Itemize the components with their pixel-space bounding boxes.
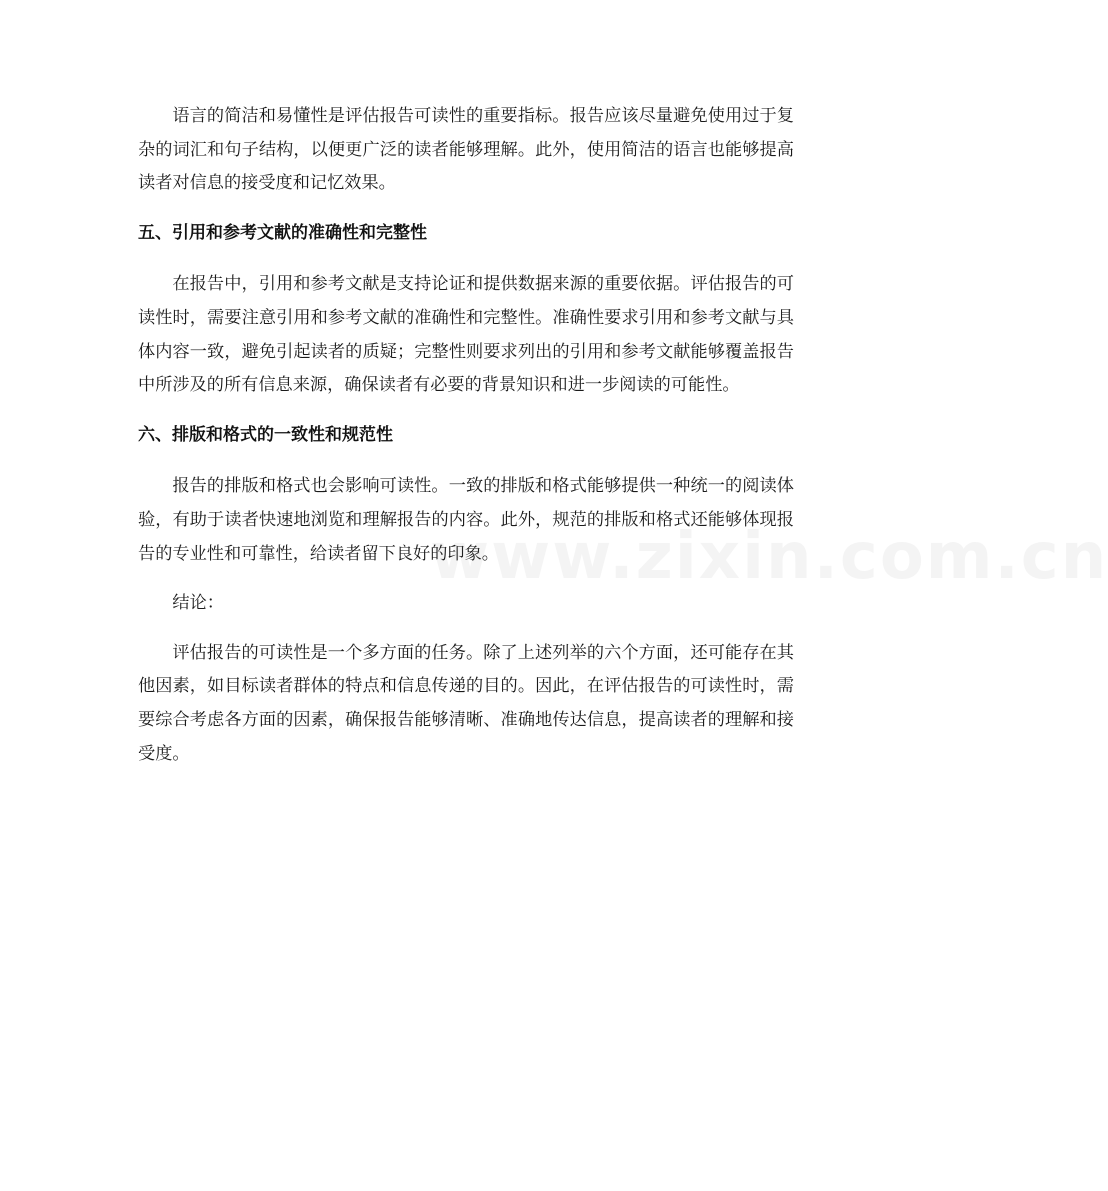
conclusion-label: 结论： — [172, 593, 224, 614]
paragraph-language-clarity: 语言的简洁和易懂性是评估报告可读性的重要指标。报告应该尽量避免使用过于复杂的词汇和句子结构，以便更广泛的读者能够理解。此外，使用简洁的语言也能够提高读者对信息的接受度和记忆效果。 — [138, 106, 794, 194]
paragraph-references: 在报告中，引用和参考文献是支持论证和提供数据来源的重要依据。评估报告的可读性时，需要注意引用和参考文献的准确性和完整性。准确性要求引用和参考文献与具体内容一致，避免引起读者的质疑；完整性则要求列出的引用和参考文献能够覆盖报告中所涉及的所有信息来源，确保读者有必要的背景知识和进一步阅读的可能性。 — [138, 274, 794, 396]
paragraph-conclusion: 评估报告的可读性是一个多方面的任务。除了上述列举的六个方面，还可能存在其他因素，如目标读者群体的特点和信息传递的目的。因此，在评估报告的可读性时，需要综合考虑各方面的因素，确保报告能够清晰、准确地传达信息，提高读者的理解和接受度。 — [138, 642, 794, 764]
section-heading-formatting: 六、排版和格式的一致性和规范性 — [138, 424, 393, 445]
watermark-text: www.zixin.com.cn — [430, 520, 1108, 594]
paragraph-formatting: 报告的排版和格式也会影响可读性。一致的排版和格式能够提供一种统一的阅读体验，有助于读者快速地浏览和理解报告的内容。此外，规范的排版和格式还能够体现报告的专业性和可靠性，给读者留下良好的印象。 — [138, 476, 794, 564]
section-heading-references: 五、引用和参考文献的准确性和完整性 — [138, 222, 427, 243]
